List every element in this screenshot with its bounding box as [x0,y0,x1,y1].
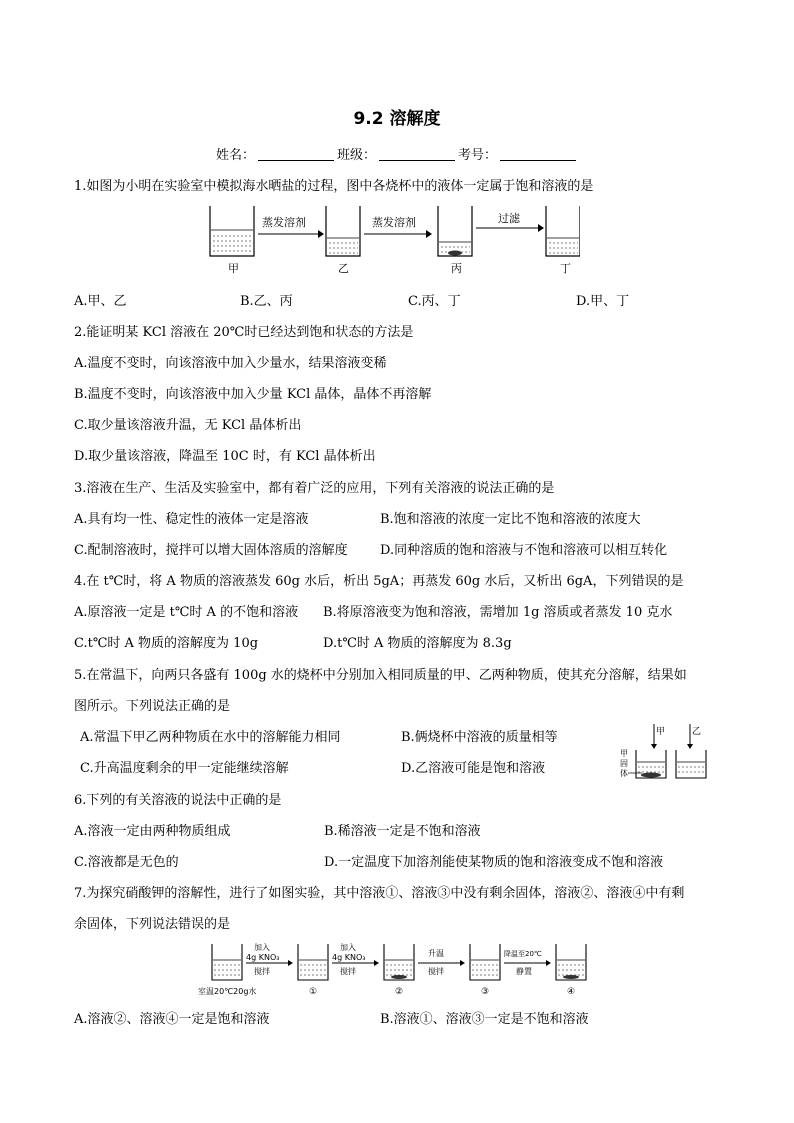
q2-option-a[interactable]: A.温度不变时，向该溶液中加入少量水，结果溶液变稀 [74,356,387,371]
q2-stem: 2.能证明某 KCl 溶液在 20℃时已经达到饱和状态的方法是 [74,325,414,340]
q2-option-b[interactable]: B.温度不变时，向该溶液中加入少量 KCl 晶体，晶体不再溶解 [74,387,432,402]
q5-option-d[interactable]: D.乙溶液可能是饱和溶液 [401,761,546,776]
q5-option-b[interactable]: B.俩烧杯中溶液的质量相等 [401,730,558,745]
q7-step4-top: 降温至20℃ [504,950,542,958]
q7-step1-mid: 4g KNO₃ [246,953,280,962]
q5-figure [618,722,728,782]
q7-step3-bottom: 搅拌 [428,967,444,976]
q2-option-d[interactable]: D.取少量该溶液，降温至 10C 时，有 KCl 晶体析出 [74,449,376,464]
q4-option-c[interactable]: C.t℃时 A 物质的溶解度为 10g [74,636,259,651]
q5-side-label-2: 固 [620,759,628,768]
q7-stem-line2: 余固体，下列说法错误的是 [74,917,231,932]
q7-figure [196,936,596,1002]
q7-step4-bottom: 静置 [516,967,532,976]
q3-stem: 3.溶液在生产、生活及实验室中，都有着广泛的应用，下列有关溶液的说法正确的是 [74,481,555,496]
q5-label-jia: 甲 [656,727,666,737]
class-label: 班级： [337,148,377,163]
q7-step2-top: 加入 [340,943,356,952]
beaker-icon [546,206,580,256]
q7-option-a[interactable]: A.溶液②、溶液④一定是饱和溶液 [74,1012,270,1027]
q3-option-d[interactable]: D.同种溶质的饱和溶液与不饱和溶液可以相互转化 [380,543,668,558]
q1-option-c[interactable]: C.丙、丁 [408,294,461,309]
q5-stem-line1: 5.在常温下，向两只各盛有 100g 水的烧杯中分别加入相同质量的甲、乙两种物质，使其充分溶解，结果如 [74,668,687,683]
name-label: 姓名： [216,148,256,163]
q7-step2-mid: 4g KNO₃ [332,953,366,962]
class-blank[interactable] [379,147,455,161]
q6-option-c[interactable]: C.溶液都是无色的 [74,855,179,870]
page-title: 9.2 溶解度 [353,109,441,129]
q5-side-label-1: 甲 [620,749,628,758]
q2-option-c[interactable]: C.取少量该溶液升温，无 KCl 晶体析出 [74,418,302,433]
q3-option-a[interactable]: A.具有均一性、稳定性的液体一定是溶液 [74,512,309,527]
exam-blank[interactable] [500,147,576,161]
beaker-icon [438,206,472,256]
q7-step1-top: 加入 [254,943,270,952]
q6-option-b[interactable]: B.稀溶液一定是不饱和溶液 [324,824,481,839]
q1-arrow-1: 蒸发溶剂 [262,216,306,229]
q1-beaker-label-yi: 乙 [338,262,349,275]
q7-beaker-label-1: ① [309,987,318,997]
q5-option-c[interactable]: C.升高温度剩余的甲一定能继续溶解 [80,761,289,776]
q1-arrow-3: 过滤 [498,212,520,225]
q1-option-a[interactable]: A.甲、乙 [74,294,127,309]
q5-side-label-3: 体 [620,769,628,778]
q1-beaker-label-jia: 甲 [228,262,239,275]
beaker-icon [326,206,360,256]
q4-stem: 4.在 t℃时，将 A 物质的溶液蒸发 60g 水后，析出 5gA；再蒸发 60g 水后，又析出 6gA，下列错误的是 [74,574,684,589]
beaker-icon [676,750,706,778]
q1-stem: 1.如图为小明在实验室中模拟海水晒盐的过程，图中各烧杯中的液体一定属于饱和溶液的是 [74,179,594,194]
q1-option-b[interactable]: B.乙、丙 [240,294,293,309]
q1-beaker-label-bing: 丙 [451,262,462,275]
beaker-icon [210,206,254,256]
student-info-row [216,144,579,163]
q7-start-label: 室温20℃20g水 [198,987,257,996]
beaker-icon [298,944,328,980]
q7-option-b[interactable]: B.溶液①、溶液③一定是不饱和溶液 [380,1012,589,1027]
q1-beaker-label-ding: 丁 [560,262,571,275]
q7-step3-top: 升温 [428,949,444,958]
q4-option-d[interactable]: D.t℃时 A 物质的溶解度为 8.3g [323,636,512,651]
q7-step2-bottom: 搅拌 [340,967,356,976]
q5-label-yi: 乙 [692,727,702,737]
q3-option-c[interactable]: C.配制溶液时，搅拌可以增大固体溶质的溶解度 [74,543,348,558]
beaker-icon [212,944,242,980]
beaker-icon [636,750,666,778]
beaker-icon [384,944,414,980]
q3-option-b[interactable]: B.饱和溶液的浓度一定比不饱和溶液的浓度大 [380,512,641,527]
q7-beaker-label-2: ② [395,987,404,997]
q4-option-a[interactable]: A.原溶液一定是 t℃时 A 的不饱和溶液 [74,605,299,620]
q5-stem-line2: 图所示。下列说法正确的是 [74,699,231,714]
q6-option-a[interactable]: A.溶液一定由两种物质组成 [74,824,231,839]
q7-beaker-label-4: ④ [567,987,576,997]
q7-beaker-label-3: ③ [481,987,490,997]
q7-step1-bottom: 搅拌 [254,967,270,976]
beaker-icon [556,944,586,980]
q6-stem: 6.下列的有关溶液的说法中正确的是 [74,793,282,808]
beaker-icon [470,944,500,980]
q1-option-d[interactable]: D.甲、丁 [576,294,630,309]
q6-option-d[interactable]: D.一定温度下加溶剂能使某物质的饱和溶液变成不饱和溶液 [324,855,664,870]
q4-option-b[interactable]: B.将原溶液变为饱和溶液，需增加 1g 溶质或者蒸发 10 克水 [323,605,673,620]
q1-figure [200,200,580,280]
q7-stem-line1: 7.为探究硝酸钾的溶解性，进行了如图实验，其中溶液①、溶液③中没有剩余固体，溶液②、溶液④中有剩 [74,886,685,901]
exam-label: 考号： [458,148,498,163]
name-blank[interactable] [258,147,334,161]
q5-option-a[interactable]: A.常温下甲乙两种物质在水中的溶解能力相同 [80,730,341,745]
q1-arrow-2: 蒸发溶剂 [372,216,416,229]
